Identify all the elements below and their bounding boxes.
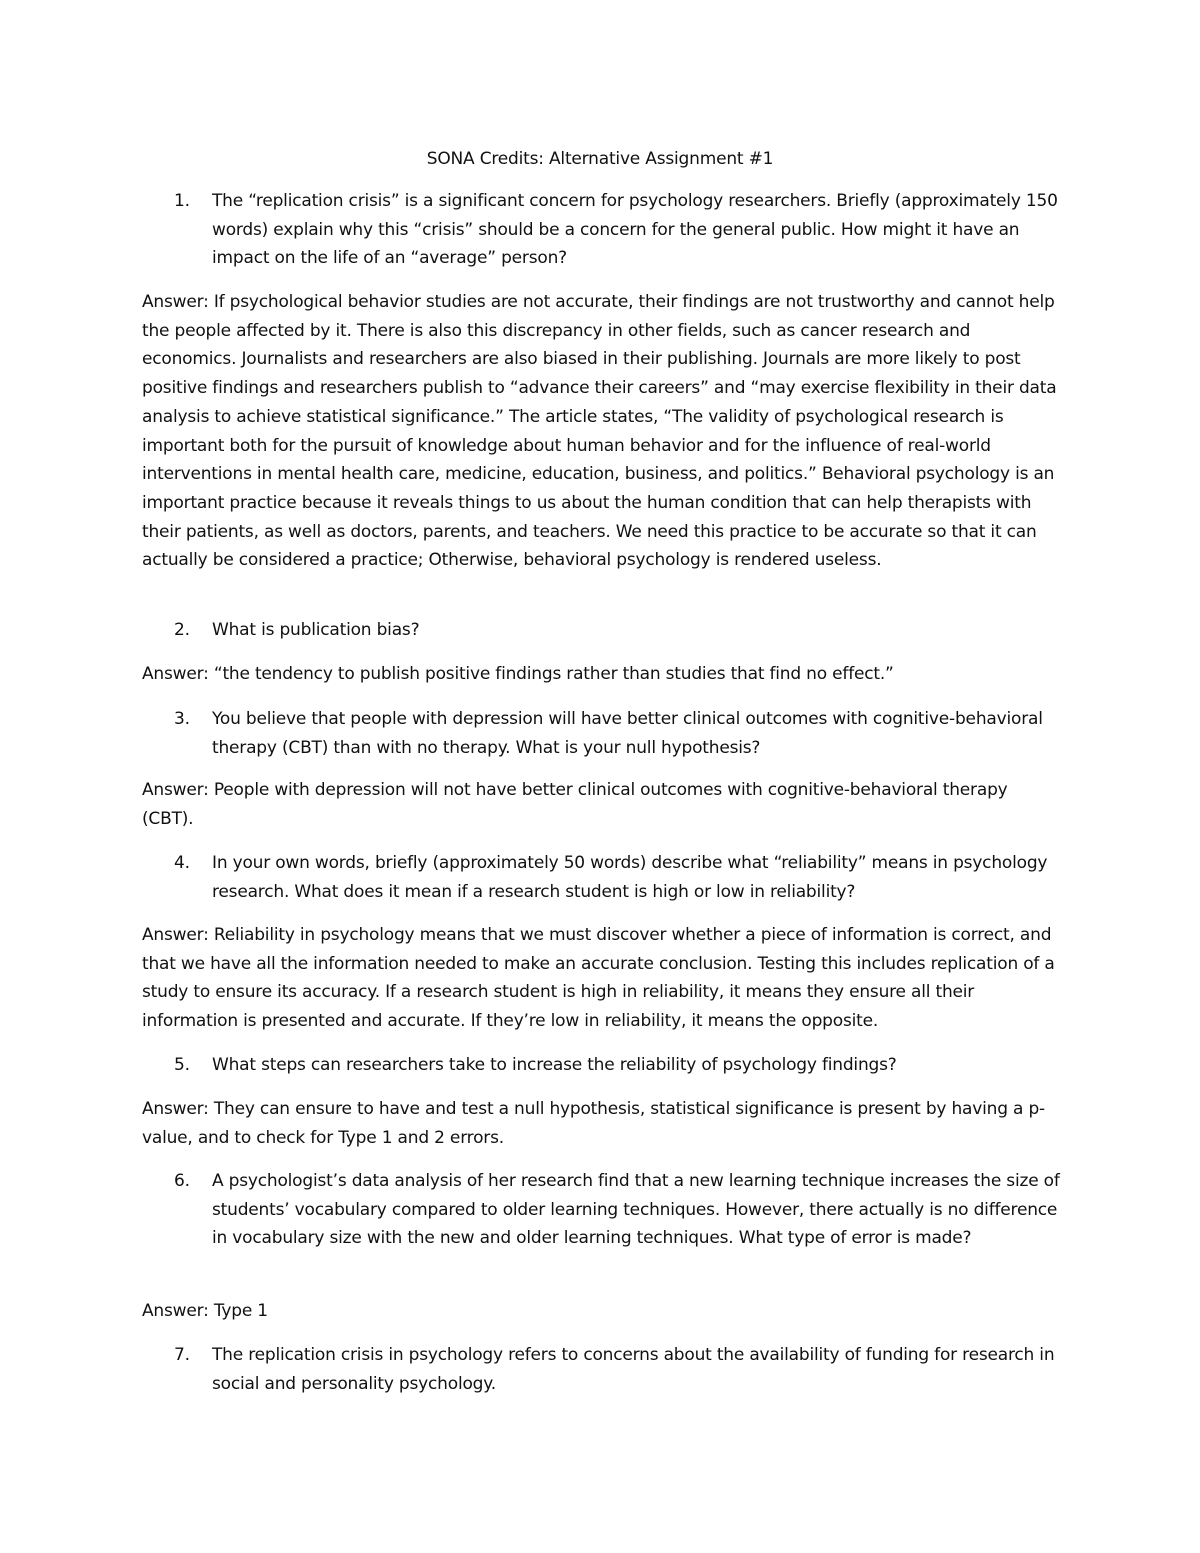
answer-text: Answer: They can ensure to have and test a null hypothesis, statistical significance is present by having a p-value, and to check for Type 1 and 2 errors.	[142, 1099, 1045, 1148]
question-number: 3.	[174, 709, 190, 729]
question-number: 2.	[174, 620, 190, 640]
answer-text: Answer: If psychological behavior studies are not accurate, their findings are not trustworthy and cannot help the people affected by it. There is also this discrepancy in other fields, such as cancer research and economics. Journalists and researchers are also biased in their publishing. Journals are more likely to post positive findings and researchers publish to “advance their careers” and “may exercise flexibility in their data analysis to achieve statistical significance.” The article states, “The validity of psychological research is important both for the pursuit of knowledge about human behavior and for the influence of real-world interventions in mental health care, medicine, education, business, and politics.” Behavioral psychology is an important practice because it reveals things to us about the human condition that can help therapists with their patients, as well as doctors, parents, and teachers. We need this practice to be accurate so that it can actually be considered a practice; Otherwise, behavioral psychology is rendered useless.	[142, 292, 1057, 571]
question-text: A psychologist’s data analysis of her research find that a new learning technique increases the size of students’ vocabulary compared to older learning techniques. However, there actually is no difference in vocabulary size with the new and older learning techniques. What type of error is made?	[212, 1171, 1060, 1249]
question-text: The replication crisis in psychology refers to concerns about the availability of funding for research in social and personality psychology.	[212, 1345, 1055, 1394]
question-text: In your own words, briefly (approximately 50 words) describe what “reliability” means in psychology research. What does it mean if a research student is high or low in reliability?	[212, 853, 1048, 902]
question-number: 4.	[174, 853, 190, 873]
answer-text: Answer: “the tendency to publish positive findings rather than studies that find no effect.”	[142, 664, 894, 684]
question-number: 5.	[174, 1055, 190, 1075]
question-number: 6.	[174, 1171, 190, 1191]
question-text: What is publication bias?	[212, 620, 420, 640]
question-text: You believe that people with depression will have better clinical outcomes with cognitive-behavioral therapy (CBT) than with no therapy. What is your null hypothesis?	[212, 709, 1043, 758]
question-number: 1.	[174, 191, 190, 211]
question-text: The “replication crisis” is a significant concern for psychology researchers. Briefly (approximately 150 words) explain why this “crisis” should be a concern for the general public. How might it have an impact on the life of an “average” person?	[212, 191, 1058, 269]
question-number: 7.	[174, 1345, 190, 1365]
question-text: What steps can researchers take to increase the reliability of psychology findings?	[212, 1055, 897, 1075]
answer-text: Answer: Type 1	[142, 1301, 268, 1321]
document-title: SONA Credits: Alternative Assignment #1	[426, 149, 774, 169]
answer-text: Answer: People with depression will not have better clinical outcomes with cognitive-behavioral therapy (CBT).	[142, 780, 1008, 829]
answer-text: Answer: Reliability in psychology means that we must discover whether a piece of information is correct, and that we have all the information needed to make an accurate conclusion. Testing this includes replication of a study to ensure its accuracy. If a research student is high in reliability, it means they ensure all their information is presented and accurate. If they’re low in reliability, it means the opposite.	[142, 925, 1055, 1032]
